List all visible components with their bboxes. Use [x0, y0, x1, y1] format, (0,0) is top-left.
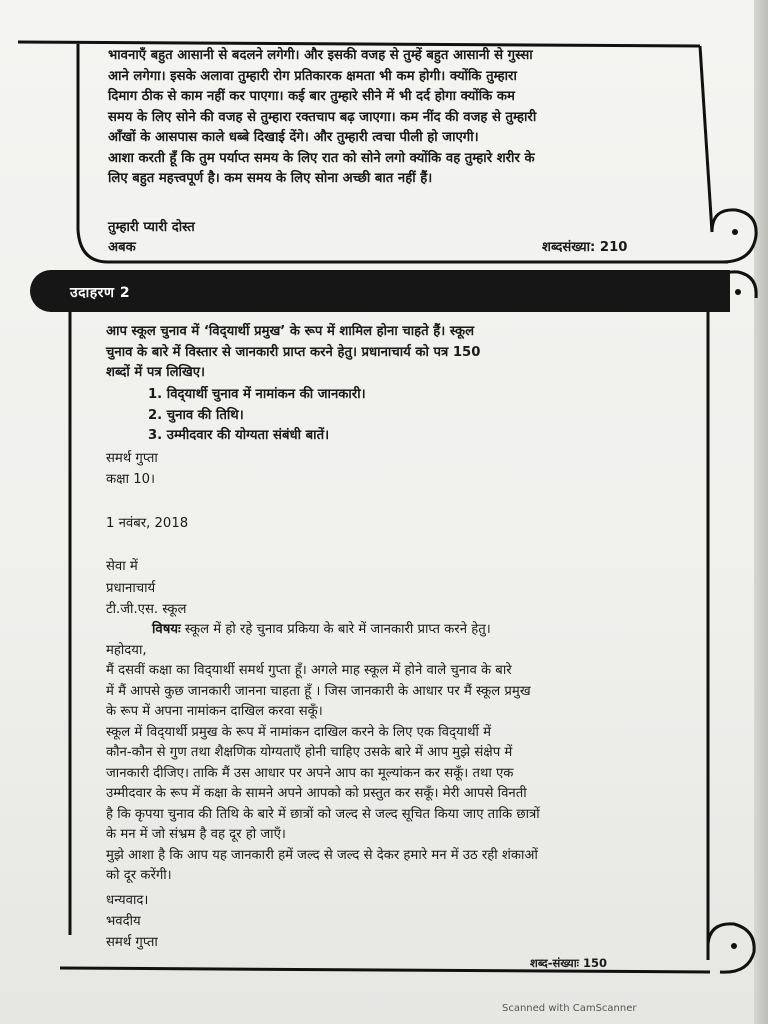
letter2-line: स्कूल में विद्‌यार्थी प्रमुख के रूप में नामांकन दाखिल करने के लिए एक विद्‌यार्थी में: [106, 724, 491, 740]
letter2-thanks: धन्यवाद।: [106, 893, 149, 908]
top-frame-right-edge: [700, 46, 712, 232]
letter2-signature: समर्थ गुप्ता: [106, 935, 158, 950]
scanner-watermark: Scanned with CamScanner: [502, 1003, 637, 1014]
letter2-line: मुझे आशा है कि आप यह जानकारी हमें जल्द से जल्द से देकर हमारे मन में उठ रही शंकाओं: [106, 847, 538, 863]
top-frame-right-curl: [712, 210, 756, 262]
letter1-line: लिए बहुत महत्त्वपूर्ण है। कम समय के लिए सोना अच्छी बात नहीं हैं।: [108, 171, 433, 186]
letter1-body: [108, 46, 536, 190]
letter2-line: के मन में जो संभ्रम है वह दूर हो जाएँ।: [106, 827, 286, 842]
question-point: 2. चुनाव की तिथि।: [148, 407, 244, 423]
question-line: शब्दों में पत्र लिखिए।: [106, 365, 206, 380]
letter1-closing: तुम्हारी प्यारी दोस्त: [108, 220, 195, 235]
subject-text: स्कूल में हो रहे चुनाव प्रकिया के बारे में जानकारी प्राप्त करने हेतु।: [184, 622, 491, 637]
letter2-word-count: शब्द-संख्याः 150: [530, 956, 608, 970]
question-line: आप स्कूल चुनाव में ‘विद्‌यार्थी प्रमुख’ के रूप में शामिल होना चाहते हैं। स्कूल: [106, 324, 475, 339]
bottom-frame-rule: [60, 968, 710, 972]
question-points: [148, 385, 366, 447]
letter2-line: में मैं आपसे कुछ जानकारी जानना चाहता हूँ । जिस जानकारी के आधार पर मैं स्कूल प्रमुख: [106, 683, 531, 699]
letter2-sender-class: कक्षा 10।: [106, 472, 155, 487]
letter1-line: समय के लिए सोने की वजह से तुम्हारा रक्तचाप बढ़ जाएगा। कम नींद की वजह से तुम्हारी: [108, 109, 537, 125]
letter1-line: आशा करती हूँ कि तुम पर्याप्त समय के लिए रात को सोने लगो क्योंकि वह तुम्हारे शरीर के: [108, 150, 535, 166]
letter1-word-count: शब्दसंख्या: 210: [542, 240, 628, 255]
letter1-line: दिमाग ठीक से काम नहीं कर पाएगा। कई बार तुम्हारे सीने में भी दर्द होगा क्योंकि कम: [108, 89, 515, 104]
question-point: 1. विद्‌यार्थी चुनाव में नामांकन की जानकारी।: [148, 387, 366, 402]
letter2-body: [106, 661, 540, 887]
example-label: उदाहरण 2: [70, 285, 131, 301]
letter2-salutation: महोदया,: [106, 643, 147, 658]
letter2-to: सेवा में: [106, 559, 138, 574]
question-block: [106, 322, 480, 384]
example-header-band: [30, 270, 730, 312]
question-line: चुनाव के बारे में विस्तार से जानकारी प्राप्त करने हेतु। प्रधानाचार्य को पत्र 150: [106, 344, 481, 360]
question-point: 3. उम्मीदवार की योग्यता संबंधी बातें।: [148, 428, 330, 443]
letter2-line: उम्मीदवार के रूप में कक्षा के सामने अपने आपको को प्रस्तुत कर सकूँ। मेरी आपसे विनती: [106, 786, 527, 801]
letter2-line: कौन-कौन से गुण तथा शैक्षणिक योग्यताएँ होनी चाहिए उसके बारे में आप मुझे संक्षेप में: [106, 745, 513, 760]
letter1-line: भावनाएँ बहुत आसानी से बदलने लगेगी। और इसकी वजह से तुम्हें बहुत आसानी से गुस्सा: [108, 48, 533, 63]
letter2-sender-name: समर्थ गुप्ता: [106, 451, 158, 466]
curl-dot: [731, 943, 737, 949]
letter2-line: को दूर करेंगी।: [106, 868, 172, 883]
curl-dot: [732, 229, 738, 235]
letter2-school: टी.जी.एस. स्कूल: [106, 602, 187, 617]
letter1-line: आँखों के आसपास काले धब्बे दिखाई देंगे। और तुम्हारी त्वचा पीली हो जाएगी।: [108, 130, 479, 145]
letter2-date: 1 नवंबर, 2018: [106, 516, 189, 531]
letter2-line: मैं दसवीं कक्षा का विद्‌यार्थी समर्थ गुप्ता हूँ। अगले माह स्कूल में होने वाले चुनाव के बारे: [106, 663, 512, 678]
curl-dot: [735, 289, 741, 295]
letter2-line: जानकारी दीजिए। ताकि मैं उस आधार पर अपने आप का मूल्यांकन कर सकूँ। तथा एक: [106, 765, 514, 781]
letter2-subject: [152, 620, 491, 641]
letter2-line: है कि कृपया चुनाव की तिथि के बारे में छात्रों को जल्द से जल्द सूचित किया जाए ताकि छात्रों: [106, 806, 540, 822]
letter1-line: आने लगेगा। इसके अलावा तुम्हारी रोग प्रतिकारक क्षमता भी कम होगी। क्योंकि तुम्हारा: [108, 68, 517, 84]
letter1-sender: अबक: [108, 240, 136, 255]
letter2-recipient: प्रधानाचार्य: [106, 581, 156, 596]
letter2-closing: भवदीय: [106, 914, 141, 929]
bottom-frame-bottom-curl: [708, 924, 754, 972]
subject-label: विषयः: [152, 622, 181, 637]
letter2-line: के रूप में अपना नामांकन दाखिल करवा सकूँ।: [106, 704, 323, 719]
